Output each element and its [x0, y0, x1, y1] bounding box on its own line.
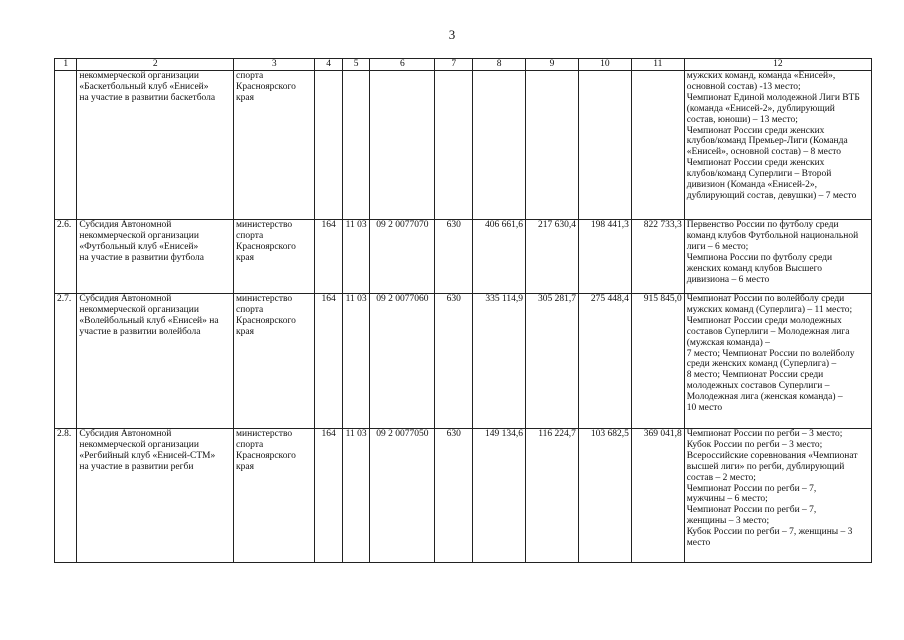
subsidy-description: Субсидия Автономной некоммерческой организации «Регбийный клуб «Енисей-СТМ» на участие в развитии регби: [77, 429, 234, 563]
expected-result: мужских команд, команда «Енисей», основной состав) -13 место; Чемпионат Единой молодежной Лиги ВТБ (команда «Енисей-2», дублирующий состав, юноши) – 13 место; Чемпионат России среди женских клубов/команд Премьер-Лиги (Команда «Енисей», основной состав) – 8 место Чемпионат России среди женских клубов/команд Суперлиги – Второй дивизион (Команда «Енисей-2», дублирующий состав, девушки) – 7 место: [684, 71, 871, 220]
table-row: [55, 294, 872, 429]
table-row: [55, 220, 872, 294]
amount-year-1: 406 661,6: [473, 220, 526, 294]
section-code: [342, 71, 369, 220]
header-row: [55, 59, 872, 71]
section-code: 11 03: [342, 429, 369, 563]
subsidy-description: Субсидия Автономной некоммерческой организации «Футбольный клуб «Енисей» на участие в развитии футбола: [77, 220, 234, 294]
responsible-ministry: министерство спорта Красноярского края: [234, 429, 315, 563]
responsible-ministry: министерство спорта Красноярского края: [234, 294, 315, 429]
column-header: 7: [435, 59, 473, 71]
amount-year-3: 103 682,5: [578, 429, 631, 563]
amount-year-2: [526, 71, 579, 220]
target-article-code: 09 2 0077050: [370, 429, 435, 563]
column-header: 4: [315, 59, 342, 71]
amount-year-3: 198 441,3: [578, 220, 631, 294]
responsible-ministry: министерство спорта Красноярского края: [234, 220, 315, 294]
table-row: [55, 429, 872, 563]
expense-type-code: 630: [435, 429, 473, 563]
expense-type-code: [435, 71, 473, 220]
expense-type-code: 630: [435, 220, 473, 294]
column-header: 3: [234, 59, 315, 71]
expected-result: Первенство России по футболу среди команд клубов Футбольной национальной лиги – 6 место; Чемпиона России по футболу среди женских команд клубов Высшего дивизиона – 6 место: [684, 220, 871, 294]
column-header: 12: [684, 59, 871, 71]
target-article-code: [370, 71, 435, 220]
amount-year-2: 217 630,4: [526, 220, 579, 294]
table-row: [55, 71, 872, 220]
column-header: 6: [370, 59, 435, 71]
section-code: 11 03: [342, 220, 369, 294]
target-article-code: 09 2 0077070: [370, 220, 435, 294]
expected-result: Чемпионат России по регби – 3 место; Кубок России по регби – 3 место; Всероссийские соревнования «Чемпионат высшей лиги» по регби, дублирующий состав – 2 место; Чемпионат России по регби – 7, мужчины – 6 место; Чемпионат России по регби – 7, женщины – 3 место; Кубок России по регби – 7, женщины – 3 место: [684, 429, 871, 563]
column-header: 5: [342, 59, 369, 71]
amount-year-1: 335 114,9: [473, 294, 526, 429]
ministry-code: [315, 71, 342, 220]
page-number: 3: [448, 27, 456, 42]
amount-year-1: 149 134,6: [473, 429, 526, 563]
column-header: 8: [473, 59, 526, 71]
amount-year-3: 275 448,4: [578, 294, 631, 429]
budget-table: [54, 58, 872, 563]
ministry-code: 164: [315, 294, 342, 429]
row-number: 2.7.: [55, 294, 77, 429]
column-header: 9: [526, 59, 579, 71]
amount-total: 369 041,8: [631, 429, 684, 563]
subsidy-description: Субсидия Автономной некоммерческой организации «Волейбольный клуб «Енисей» на участие в развитии волейбола: [77, 294, 234, 429]
subsidy-description: некоммерческой организации «Баскетбольный клуб «Енисей» на участие в развитии баскетбола: [77, 71, 234, 220]
amount-total: [631, 71, 684, 220]
column-header: 2: [77, 59, 234, 71]
responsible-ministry: спорта Красноярского края: [234, 71, 315, 220]
amount-year-2: 305 281,7: [526, 294, 579, 429]
row-number: [55, 71, 77, 220]
amount-year-1: [473, 71, 526, 220]
row-number: 2.8.: [55, 429, 77, 563]
expected-result: Чемпионат России по волейболу среди мужских команд (Суперлига) – 11 место; Чемпионат России среди молодежных составов Суперлиги – Молодежная лига (мужская команда) – 7 место; Чемпионат России по волейболу среди женских команд (Суперлига) – 8 место; Чемпионат России среди молодежных составов Суперлиги – Молодежная лига (женская команда) – 10 место: [684, 294, 871, 429]
ministry-code: 164: [315, 220, 342, 294]
amount-total: 915 845,0: [631, 294, 684, 429]
expense-type-code: 630: [435, 294, 473, 429]
column-header: 11: [631, 59, 684, 71]
target-article-code: 09 2 0077060: [370, 294, 435, 429]
row-number: 2.6.: [55, 220, 77, 294]
amount-year-2: 116 224,7: [526, 429, 579, 563]
amount-total: 822 733,3: [631, 220, 684, 294]
column-header: 10: [578, 59, 631, 71]
section-code: 11 03: [342, 294, 369, 429]
column-header: 1: [55, 59, 77, 71]
amount-year-3: [578, 71, 631, 220]
ministry-code: 164: [315, 429, 342, 563]
